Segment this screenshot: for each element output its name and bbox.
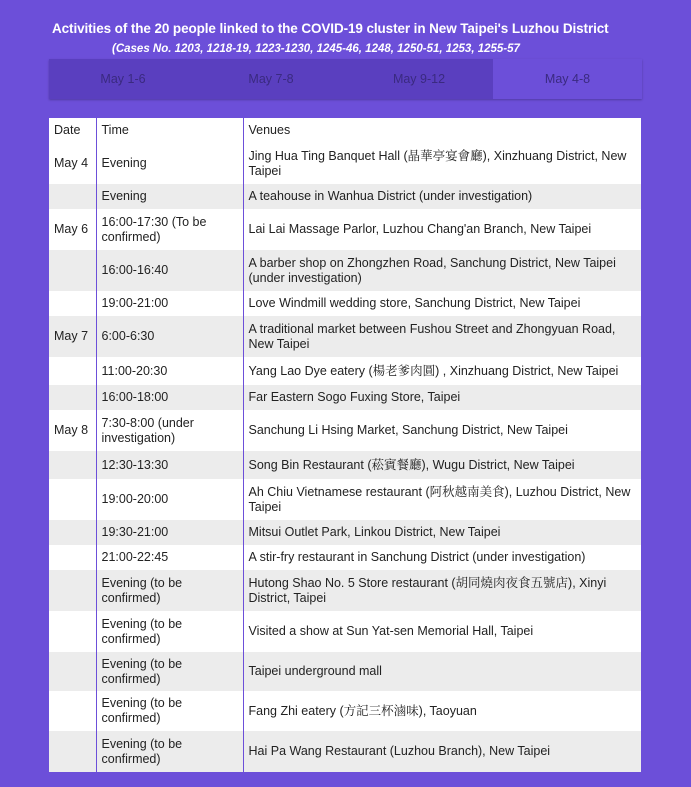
row-time: Evening (to be confirmed) (96, 570, 243, 611)
row-date (49, 184, 96, 209)
row-date: May 4 (49, 143, 96, 184)
row-time: Evening (to be confirmed) (96, 691, 243, 731)
row-venue: Taipei underground mall (243, 652, 641, 691)
tab-bar (49, 59, 642, 99)
row-venue: Jing Hua Ting Banquet Hall (晶華亭宴會廳), Xinzhuang District, New Taipei (243, 143, 641, 184)
row-time: Evening (to be confirmed) (96, 652, 243, 691)
header-date: Date (49, 118, 96, 143)
row-venue: Fang Zhi eatery (方記三杯滷味), Taoyuan (243, 691, 641, 731)
row-time: 16:00-17:30 (To be confirmed) (96, 209, 243, 250)
table-row (49, 520, 641, 545)
tab-may-9-12[interactable]: May 9-12 (392, 72, 446, 86)
page-title: Activities of the 20 people linked to the COVID-19 cluster in New Taipei's Luzhou District (52, 21, 609, 36)
tab-may-4-8[interactable]: May 4-8 (493, 59, 642, 99)
row-venue: A barber shop on Zhongzhen Road, Sanchung District, New Taipei (under investigation) (243, 250, 641, 291)
table-row (49, 385, 641, 410)
header-venue: Venues (243, 118, 641, 143)
row-venue: A traditional market between Fushou Street and Zhongyuan Road, New Taipei (243, 316, 641, 357)
row-date (49, 731, 96, 772)
table-row (49, 479, 641, 520)
row-venue: Ah Chiu Vietnamese restaurant (阿秋越南美食), Luzhou District, New Taipei (243, 479, 641, 520)
row-time: 16:00-18:00 (96, 385, 243, 410)
row-date (49, 250, 96, 291)
row-venue: A teahouse in Wanhua District (under investigation) (243, 184, 641, 209)
row-date (49, 385, 96, 410)
row-date (49, 691, 96, 731)
row-venue: Love Windmill wedding store, Sanchung District, New Taipei (243, 291, 641, 316)
row-time: Evening (96, 184, 243, 209)
table-row (49, 250, 641, 291)
row-date (49, 357, 96, 385)
table-row (49, 545, 641, 570)
row-venue: Sanchung Li Hsing Market, Sanchung District, New Taipei (243, 410, 641, 451)
row-date (49, 479, 96, 520)
table-row (49, 357, 641, 385)
row-venue: A stir-fry restaurant in Sanchung District (under investigation) (243, 545, 641, 570)
row-date (49, 520, 96, 545)
row-time: Evening (96, 143, 243, 184)
row-venue: Far Eastern Sogo Fuxing Store, Taipei (243, 385, 641, 410)
table-row (49, 731, 641, 772)
row-date: May 8 (49, 410, 96, 451)
row-date (49, 545, 96, 570)
row-venue: Song Bin Restaurant (菘賓餐廳), Wugu District, New Taipei (243, 451, 641, 479)
row-time: 19:00-21:00 (96, 291, 243, 316)
row-date: May 7 (49, 316, 96, 357)
table-row (49, 316, 641, 357)
row-time: 19:00-20:00 (96, 479, 243, 520)
tab-may-1-6[interactable]: May 1-6 (100, 72, 146, 86)
table-body (49, 143, 641, 772)
table-row (49, 611, 641, 652)
row-venue: Lai Lai Massage Parlor, Luzhou Chang'an Branch, New Taipei (243, 209, 641, 250)
table-row (49, 652, 641, 691)
row-date (49, 291, 96, 316)
row-time: 21:00-22:45 (96, 545, 243, 570)
row-date (49, 652, 96, 691)
header-time: Time (96, 118, 243, 143)
activities-table (49, 118, 641, 772)
row-time: 12:30-13:30 (96, 451, 243, 479)
row-time: Evening (to be confirmed) (96, 611, 243, 652)
table-row (49, 184, 641, 209)
row-venue: Hai Pa Wang Restaurant (Luzhou Branch), New Taipei (243, 731, 641, 772)
table-row (49, 691, 641, 731)
row-date (49, 451, 96, 479)
tab-may-7-8[interactable]: May 7-8 (248, 72, 294, 86)
row-venue: Yang Lao Dye eatery (楊老爹肉圓) , Xinzhuang District, New Taipei (243, 357, 641, 385)
row-venue: Visited a show at Sun Yat-sen Memorial Hall, Taipei (243, 611, 641, 652)
table-row (49, 143, 641, 184)
row-time: 16:00-16:40 (96, 250, 243, 291)
row-time: 7:30-8:00 (under investigation) (96, 410, 243, 451)
row-time: 6:00-6:30 (96, 316, 243, 357)
row-date (49, 570, 96, 611)
row-date (49, 611, 96, 652)
table-row (49, 451, 641, 479)
row-date: May 6 (49, 209, 96, 250)
table-header-row (49, 118, 641, 143)
page-subtitle: (Cases No. 1203, 1218-19, 1223-1230, 1245-46, 1248, 1250-51, 1253, 1255-57 (112, 43, 520, 55)
row-time: Evening (to be confirmed) (96, 731, 243, 772)
row-venue: Hutong Shao No. 5 Store restaurant (胡同燒肉夜食五號店), Xinyi District, Taipei (243, 570, 641, 611)
row-venue: Mitsui Outlet Park, Linkou District, New Taipei (243, 520, 641, 545)
table-row (49, 291, 641, 316)
table-row (49, 209, 641, 250)
table-row (49, 570, 641, 611)
table-row (49, 410, 641, 451)
row-time: 11:00-20:30 (96, 357, 243, 385)
row-time: 19:30-21:00 (96, 520, 243, 545)
